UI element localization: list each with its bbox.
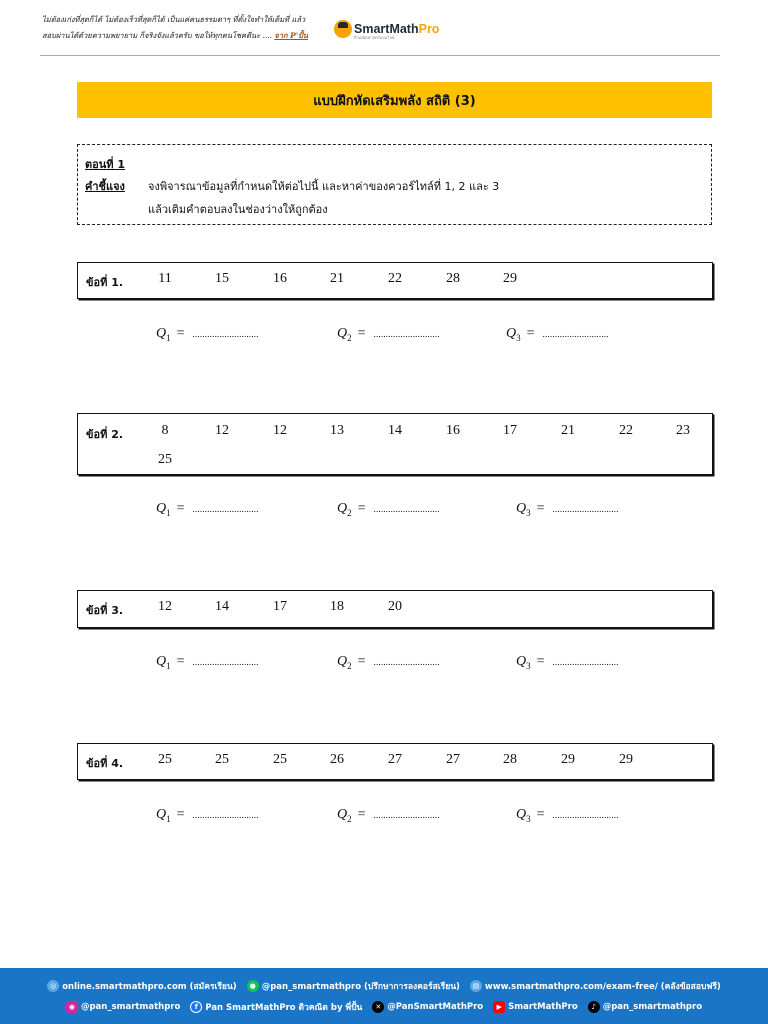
quartile-symbol: $Q_1$ xyxy=(156,326,171,343)
footer-tiktok-link[interactable]: ♪ @pan_smartmathpro xyxy=(588,1001,702,1013)
answer-blank: ........................... xyxy=(373,329,440,339)
facebook-icon: f xyxy=(190,1001,202,1013)
title-bar xyxy=(77,82,712,118)
slogan-line-2-text: สอบผ่านได้ด้วยความพยายาม ก็จริงจังแล้วครับ ขอให้ทุกคนโชคดีนะ .... xyxy=(42,31,273,40)
data-value: 14 xyxy=(215,599,229,614)
data-value: 22 xyxy=(388,271,402,286)
direction-text-1: จงพิจารณาข้อมูลที่กำหนดให้ต่อไปนี้ และหาค่าของควอร์ไทล์ที่ 1, 2 และ 3 xyxy=(148,180,500,193)
quartile-symbol: $Q_1$ xyxy=(156,501,171,518)
data-value: 16 xyxy=(446,423,460,438)
page-footer xyxy=(0,968,768,1024)
answer-blank: ........................... xyxy=(552,810,619,820)
logo-text: SmartMathPro xyxy=(354,22,440,36)
q1-answer-2[interactable]: $Q_2$ = ........................... xyxy=(337,326,440,343)
answer-blank: ........................... xyxy=(192,329,259,339)
header-divider xyxy=(40,55,720,56)
line-icon: ● xyxy=(247,980,259,992)
data-value: 26 xyxy=(330,752,344,767)
data-value: 17 xyxy=(273,599,287,614)
question-box-4 xyxy=(77,743,713,780)
quartile-symbol: $Q_3$ xyxy=(516,654,531,671)
graduation-cap-icon xyxy=(334,20,352,38)
slogan xyxy=(42,12,327,44)
footer-youtube-link[interactable]: ▶ SmartMathPro xyxy=(493,1001,578,1013)
footer-facebook-link[interactable]: f Pan SmartMathPro ติวคณิต by พี่ปั้น xyxy=(190,1000,362,1014)
instagram-icon: ◉ xyxy=(66,1001,78,1013)
q3-answer-3[interactable]: $Q_3$ = ........................... xyxy=(516,654,619,671)
data-value: 16 xyxy=(273,271,287,286)
q4-answer-1[interactable]: $Q_1$ = ........................... xyxy=(156,807,259,824)
q3-answer-2[interactable]: $Q_2$ = ........................... xyxy=(337,654,440,671)
question-label: ข้อที่ 4. xyxy=(86,757,124,770)
answer-blank: ........................... xyxy=(373,657,440,667)
footer-online-link[interactable]: ◎ online.smartmathpro.com (สมัครเรียน) xyxy=(47,979,237,993)
youtube-icon: ▶ xyxy=(493,1001,505,1013)
data-value: 22 xyxy=(619,423,633,438)
slogan-line-1: ไม่ต้องเก่งที่สุดก็ได้ ไม่ต้องเร็วที่สุดก็ได้ เป็นแค่คนธรรมดาๆ ที่ตั้งใจทำให้เต็มที่ แล้ว xyxy=(42,15,306,24)
data-value: 11 xyxy=(158,271,172,286)
data-value: 27 xyxy=(446,752,460,767)
data-value: 28 xyxy=(446,271,460,286)
answer-blank: ........................... xyxy=(192,504,259,514)
data-value: 27 xyxy=(388,752,402,767)
data-value: 28 xyxy=(503,752,517,767)
data-value: 21 xyxy=(561,423,575,438)
q4-answer-2[interactable]: $Q_2$ = ........................... xyxy=(337,807,440,824)
q2-answer-1[interactable]: $Q_1$ = ........................... xyxy=(156,501,259,518)
question-box-1 xyxy=(77,262,713,299)
footer-line-link[interactable]: ● @pan_smartmathpro (ปรึกษาการลงคอร์สเรียน) xyxy=(247,979,460,993)
quartile-symbol: $Q_2$ xyxy=(337,654,352,671)
tiktok-icon: ♪ xyxy=(588,1001,600,1013)
q4-answer-3[interactable]: $Q_3$ = ........................... xyxy=(516,807,619,824)
data-value: 12 xyxy=(273,423,287,438)
question-label: ข้อที่ 2. xyxy=(86,428,124,441)
answer-blank: ........................... xyxy=(552,657,619,667)
quartile-symbol: $Q_2$ xyxy=(337,326,352,343)
instructions-box xyxy=(77,144,712,225)
data-value: 29 xyxy=(503,271,517,286)
answer-blank: ........................... xyxy=(373,504,440,514)
quartile-symbol: $Q_2$ xyxy=(337,807,352,824)
globe-icon: ◎ xyxy=(47,980,59,992)
data-value: 14 xyxy=(388,423,402,438)
slogan-signature: จาก P'ปั้น xyxy=(274,31,309,40)
footer-row-1 xyxy=(0,979,768,993)
q1-answer-3[interactable]: $Q_3$ = ........................... xyxy=(506,326,609,343)
q1-answer-1[interactable]: $Q_1$ = ........................... xyxy=(156,326,259,343)
answer-blank: ........................... xyxy=(552,504,619,514)
quartile-symbol: $Q_1$ xyxy=(156,807,171,824)
data-value: 17 xyxy=(503,423,517,438)
data-value: 25 xyxy=(158,752,172,767)
footer-row-2 xyxy=(0,1000,768,1014)
web-icon: ▤ xyxy=(470,980,482,992)
data-value: 29 xyxy=(619,752,633,767)
quartile-symbol: $Q_3$ xyxy=(516,501,531,518)
part-label: ตอนที่ 1 xyxy=(85,158,126,171)
footer-exam-link[interactable]: ▤ www.smartmathpro.com/exam-free/ (คลังข้อสอบฟรี) xyxy=(470,979,721,993)
direction-label: คำชี้แจง xyxy=(85,180,125,193)
data-value: 13 xyxy=(330,423,344,438)
quartile-symbol: $Q_3$ xyxy=(506,326,521,343)
data-value: 21 xyxy=(330,271,344,286)
data-value: 29 xyxy=(561,752,575,767)
answer-blank: ........................... xyxy=(192,657,259,667)
answer-blank: ........................... xyxy=(192,810,259,820)
answer-blank: ........................... xyxy=(542,329,609,339)
q2-answer-3[interactable]: $Q_3$ = ........................... xyxy=(516,501,619,518)
data-value: 20 xyxy=(388,599,402,614)
logo-tagline: ติวคณิตศาสตร์ออนไลน์ xyxy=(354,35,395,40)
data-value: 12 xyxy=(158,599,172,614)
question-label: ข้อที่ 3. xyxy=(86,604,124,617)
footer-instagram-link[interactable]: ◉ @pan_smartmathpro xyxy=(66,1001,180,1013)
slogan-line-2 xyxy=(42,28,327,44)
page-header xyxy=(0,0,768,56)
question-label: ข้อที่ 1. xyxy=(86,276,124,289)
question-box-2 xyxy=(77,413,713,475)
q3-answer-1[interactable]: $Q_1$ = ........................... xyxy=(156,654,259,671)
footer-x-link[interactable]: ✕ @PanSmartMathPro xyxy=(372,1001,483,1013)
answer-blank: ........................... xyxy=(373,810,440,820)
data-value: 15 xyxy=(215,271,229,286)
data-value: 25 xyxy=(215,752,229,767)
question-box-3 xyxy=(77,590,713,628)
data-value: 8 xyxy=(161,423,169,438)
quartile-symbol: $Q_3$ xyxy=(516,807,531,824)
data-value: 25 xyxy=(273,752,287,767)
quartile-symbol: $Q_1$ xyxy=(156,654,171,671)
x-icon: ✕ xyxy=(372,1001,384,1013)
data-value: 12 xyxy=(215,423,229,438)
data-value: 18 xyxy=(330,599,344,614)
q2-answer-2[interactable]: $Q_2$ = ........................... xyxy=(337,501,440,518)
page-title: แบบฝึกหัดเสริมพลัง สถิติ (3) xyxy=(313,93,476,109)
data-value: 25 xyxy=(158,452,172,467)
quartile-symbol: $Q_2$ xyxy=(337,501,352,518)
data-value: 23 xyxy=(676,423,690,438)
direction-text-2: แล้วเติมคำตอบลงในช่องว่างให้ถูกต้อง xyxy=(148,203,328,216)
